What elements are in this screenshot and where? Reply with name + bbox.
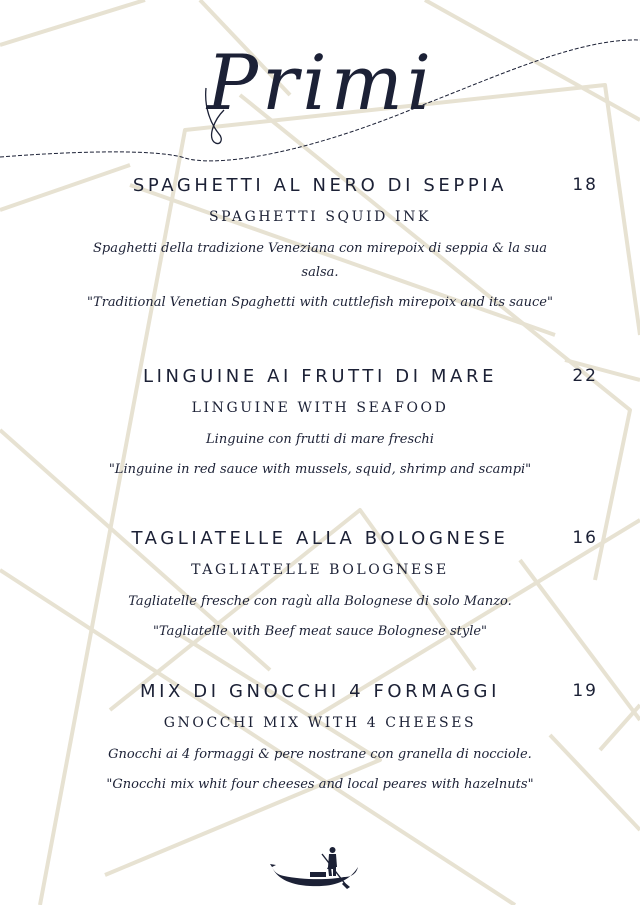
dish-english-name: TAGLIATELLE BOLOGNESE — [191, 562, 449, 578]
dish-price: 16 — [572, 528, 598, 548]
dish-price: 18 — [572, 175, 598, 195]
dish-description-english: "Gnocchi mix whit four cheeses and local peares with hazelnuts" — [106, 777, 534, 792]
dish-description-italian: Linguine con frutti di mare freschi — [206, 432, 434, 447]
dish-name: TAGLIATELLE ALLA BOLOGNESE — [131, 528, 509, 549]
dish-name: LINGUINE AI FRUTTI DI MARE — [142, 366, 498, 387]
dish-description-english: "Traditional Venetian Spaghetti with cuttlefish mirepoix and its sauce" — [87, 295, 553, 310]
dish-description-english: "Linguine in red sauce with mussels, squid, shrimp and scampi" — [108, 462, 532, 477]
menu-item — [0, 528, 640, 643]
gondola-icon — [270, 845, 362, 891]
dish-description-italian: Spaghetti della tradizione Veneziana con mirepoix di seppia & la sua salsa. — [93, 241, 547, 280]
dish-price: 22 — [572, 366, 598, 386]
menu-item — [0, 175, 640, 315]
dish-english-name: SPAGHETTI SQUID INK — [208, 209, 432, 225]
dish-price: 19 — [572, 681, 598, 701]
dish-english-name: LINGUINE WITH SEAFOOD — [191, 400, 449, 416]
dish-name: SPAGHETTI AL NERO DI SEPPIA — [132, 175, 508, 196]
dish-description-english: "Tagliatelle with Beef meat sauce Bolognese style" — [152, 624, 488, 639]
menu-item — [0, 681, 640, 796]
dish-description-italian: Tagliatelle fresche con ragù alla Bolognese di solo Manzo. — [128, 594, 512, 609]
dish-english-name: GNOCCHI MIX WITH 4 CHEESES — [163, 715, 477, 731]
menu-item — [0, 366, 640, 481]
page-title: Primi — [206, 38, 436, 127]
dish-name: MIX DI GNOCCHI 4 FORMAGGI — [140, 681, 500, 702]
dish-description-italian: Gnocchi ai 4 formaggi & pere nostrane con granella di nocciole. — [108, 747, 532, 762]
